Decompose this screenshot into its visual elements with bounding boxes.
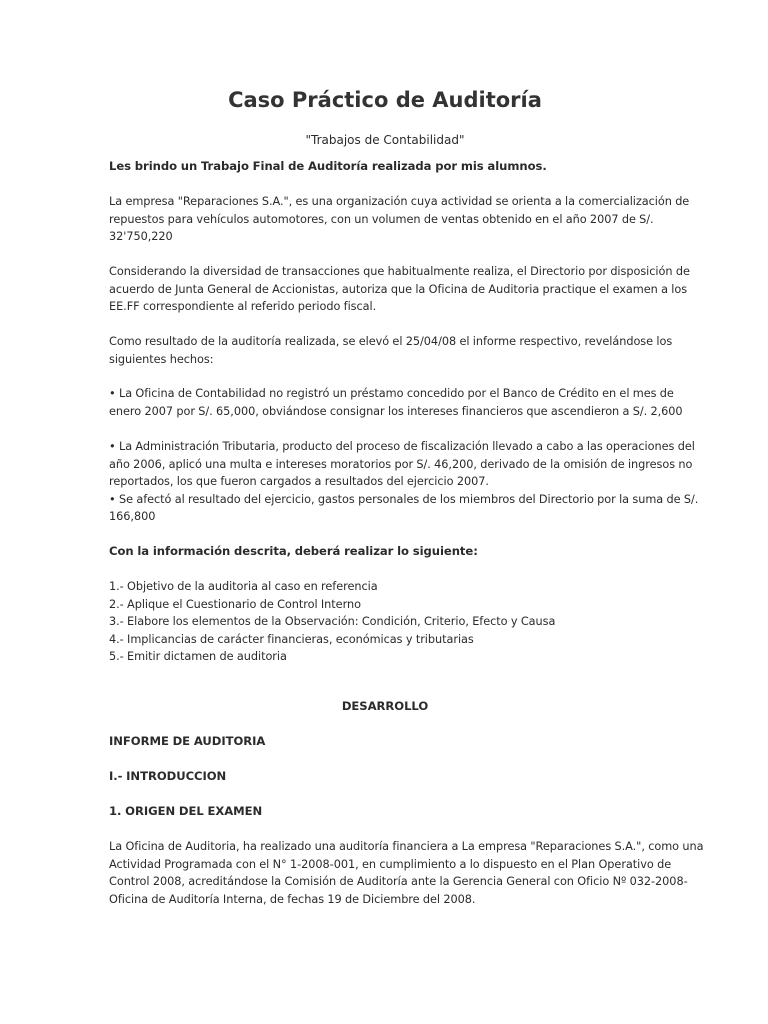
text-line: • Se afectó al resultado del ejercicio, gastos personales de los miembros del Directorio por la suma de S/. [109, 492, 699, 506]
text-line: año 2006, aplicó una multa e intereses moratorios por S/. 46,200, derivado de la omisión de ingresos no [109, 457, 693, 471]
document-title: Caso Práctico de Auditoría [228, 88, 542, 112]
intro-bold-text: Les brindo un Trabajo Final de Auditoría realizada por mis alumnos. [109, 159, 547, 173]
paragraph-fact-loan [109, 385, 683, 420]
paragraph-fact-tax [109, 438, 699, 526]
text-line: Considerando la diversidad de transacciones que habitualmente realiza, el Directorio por disposición de [109, 265, 690, 278]
text-line: repuestos para vehículos automotores, con un volumen de ventas obtenido en el año 2007 de S/. [109, 212, 654, 226]
text-line: 32'750,220 [109, 230, 173, 244]
task-item: 2.- Aplique el Cuestionario de Control Interno [109, 597, 361, 611]
task-list [109, 578, 661, 666]
task-item: 3.- Elabore los elementos de la Observación: Condición, Criterio, Efecto y Causa [109, 615, 556, 629]
text-line: Oficina de Auditoría Interna, de fechas 19 de Diciembre del 2008. [109, 892, 476, 906]
informe-heading: INFORME DE AUDITORIA [109, 734, 266, 748]
text-line: La empresa "Reparaciones S.A.", es una organización cuya actividad se orienta a la comercialización de [109, 195, 690, 208]
section-heading: I.- INTRODUCCION [109, 769, 227, 783]
paragraph-origin [109, 838, 704, 908]
subsection-heading: 1. ORIGEN DEL EXAMEN [109, 804, 263, 818]
text-line: Como resultado de la auditoría realizada, se elevó el 25/04/08 el informe respectivo, revelándose los [109, 335, 673, 348]
text-line: acuerdo de Junta General de Accionistas, autoriza que la Oficina de Auditoria practique el examen a los [109, 282, 688, 296]
paragraph-result [109, 333, 673, 368]
text-line: 166,800 [109, 510, 156, 524]
text-line: reportados, los que fueron cargados a resultados del ejercicio 2007. [109, 475, 489, 489]
text-line: • La Administración Tributaria, producto del proceso de fiscalización llevado a cabo a las operaciones del [109, 440, 695, 453]
paragraph-transactions [109, 263, 690, 316]
text-line: Control 2008, acreditándose la Comisión de Auditoría ante la Gerencia General con Oficio Nº 032-2008- [109, 875, 688, 889]
paragraph-company [109, 193, 690, 246]
task-item: 1.- Objetivo de la auditoria al caso en referencia [109, 580, 378, 593]
text-line: siguientes hechos: [109, 352, 214, 366]
text-line: La Oficina de Auditoria, ha realizado una auditoría financiera a La empresa "Reparaciones S.A.", como una [109, 840, 704, 853]
desarrollo-heading: DESARROLLO [341, 699, 429, 713]
document-subtitle: "Trabajos de Contabilidad" [305, 133, 465, 147]
text-line: • La Oficina de Contabilidad no registró un préstamo concedido por el Banco de Crédito en el mes de [109, 387, 674, 400]
instructions-heading: Con la información descrita, deberá realizar lo siguiente: [109, 544, 478, 558]
text-line: EE.FF correspondiente al referido periodo fiscal. [109, 300, 377, 314]
text-line: enero 2007 por S/. 65,000, obviándose consignar los intereses financieros que ascendieron a S/. 2,600 [109, 404, 683, 418]
task-item: 4.- Implicancias de carácter financieras, económicas y tributarias [109, 632, 474, 646]
task-item: 5.- Emitir dictamen de auditoria [109, 650, 287, 664]
text-line: Actividad Programada con el N° 1-2008-001, en cumplimiento a lo dispuesto en el Plan Operativo de [109, 857, 672, 871]
